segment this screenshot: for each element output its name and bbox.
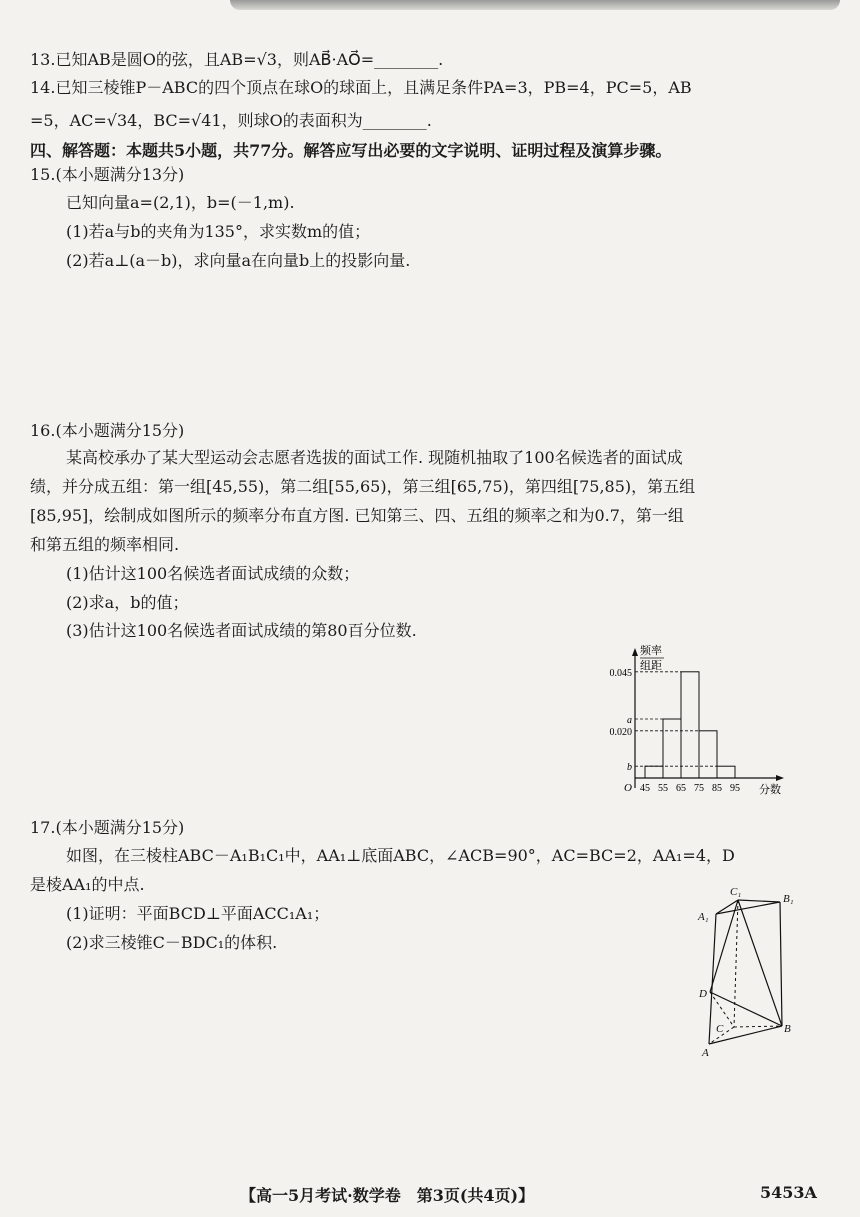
label-B: B [784,1023,791,1035]
question-15-part2: (2)若a⊥(a－b)，求向量a在向量b上的投影向量. [66,251,411,270]
y-tick-label-0.020: 0.020 [609,726,632,738]
question-16-line4: 和第五组的频率相同. [30,535,180,554]
y-tick-label-0.045: 0.045 [609,667,632,679]
label-A1: A₁ [698,911,709,923]
footer-exam-info: 【高一5月考试·数学卷 第3页(共4页)】 [240,1186,535,1205]
question-15-heading: 15.(本小题满分13分) [30,165,185,184]
question-16-line1: 某高校承办了某大型运动会志愿者选拔的面试工作. 现随机抽取了100名候选者的面试成 [66,448,683,467]
question-16-part1: (1)估计这100名候选者面试成绩的众数； [66,564,360,583]
question-15-part1: (1)若a与b的夹角为135°，求实数m的值； [66,222,371,241]
y-label-bottom: 组距 [640,660,662,672]
x-tick-label-55: 55 [658,783,668,794]
label-C: C [716,1023,724,1035]
y-tick-label-b: b [627,762,632,774]
question-16-line3: [85,95]，绘制成如图所示的频率分布直方图. 已知第三、四、五组的频率之和为0.7，第一组 [30,506,684,525]
x-tick-label-65: 65 [676,783,686,794]
y-axis-arrow [632,648,638,656]
y-tick-label-a: a [627,715,632,726]
histogram-bar-65-75 [681,672,699,778]
question-17-line2: 是棱AA₁的中点. [30,875,145,894]
question-17-part1: (1)证明：平面BCD⊥平面ACC₁A₁； [66,904,330,923]
page-top-shadow [230,0,840,10]
label-A: A [702,1047,709,1059]
section-4-heading: 四、解答题：本题共5小题，共77分。解答应写出必要的文字说明、证明过程及演算步骤。 [30,141,672,160]
x-tick-label-75: 75 [694,783,704,794]
prism-figure [690,880,800,1060]
histogram-bar-45-55 [645,766,663,778]
question-16-heading: 16.(本小题满分15分) [30,421,185,440]
histogram-bars [645,672,735,778]
label-B1: B₁ [783,893,794,905]
y-label-top: 频率 [640,645,662,657]
question-16-line2: 绩，并分成五组：第一组[45,55)，第二组[55,65)，第三组[65,75)，第四组[75,85)，第五组 [30,477,696,496]
x-tick-label-95: 95 [730,783,740,794]
x-tick-labels [640,783,740,794]
y-tick-labels [610,668,633,773]
histogram-bar-75-85 [699,731,717,778]
question-14-line1: 14.已知三棱锥P－ABC的四个顶点在球O的球面上，且满足条件PA=3，PB=4，PC=5，AB [30,78,692,97]
question-14-line2: =5，AC=√34，BC=√41，则球O的表面积为________. [30,111,432,130]
question-15-stem: 已知向量a=(2,1)，b=(－1,m). [66,193,295,212]
x-axis-label: 分数 [759,784,781,796]
question-16-part2: (2)求a，b的值； [66,593,189,612]
histogram-bar-55-65 [663,719,681,778]
histogram-bar-85-95 [717,766,735,778]
footer-paper-code: 5453A [760,1183,817,1202]
question-13: 13.已知AB是圆O的弦，且AB=√3，则AB⃗·AO⃗=________. [30,50,444,69]
question-17-line1: 如图，在三棱柱ABC－A₁B₁C₁中，AA₁⊥底面ABC，∠ACB=90°，AC=BC=2，AA₁=4，D [66,846,735,865]
question-17-part2: (2)求三棱锥C－BDC₁的体积. [66,933,278,952]
origin-label: O [624,782,632,794]
label-D: D [699,988,707,1000]
x-tick-label-45: 45 [640,783,650,794]
frequency-histogram [590,640,800,800]
label-C1: C₁ [730,886,742,898]
question-17-heading: 17.(本小题满分15分) [30,818,185,837]
question-16-part3: (3)估计这100名候选者面试成绩的第80百分位数. [66,621,417,640]
x-tick-label-85: 85 [712,783,722,794]
x-axis-arrow [776,775,784,781]
